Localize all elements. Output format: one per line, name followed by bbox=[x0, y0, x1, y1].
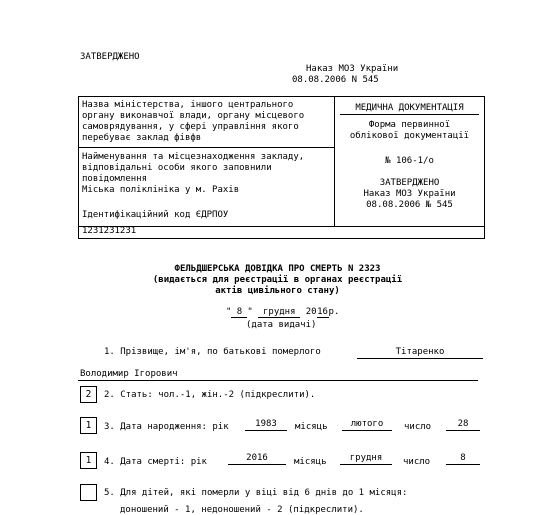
header-bottom-divider bbox=[78, 226, 485, 227]
field-1-value-cont: Володимир Ігорович bbox=[80, 369, 178, 379]
field-3-month-underline bbox=[342, 430, 392, 431]
doc-title: ФЕЛЬДШЕРСЬКА ДОВІДКА ПРО СМЕРТЬ N 2323 bbox=[174, 264, 381, 274]
date-month: грудня bbox=[258, 307, 300, 318]
doc-subtitle-1: (видається для реєстрації в органах реєстрації bbox=[152, 275, 403, 285]
field-4-label: 4. Дата смерті: рік bbox=[104, 457, 207, 467]
institution-block bbox=[82, 152, 304, 196]
date-caption: (дата видачі) bbox=[246, 320, 317, 330]
form-line-1: Форма первинної bbox=[368, 120, 451, 130]
field-5-line-1: 5. Для дітей, які померли у віці від 6 днів до 1 місяця: bbox=[104, 488, 408, 498]
edrpou-label: Ідентифікаційний код ЄДРПОУ bbox=[82, 210, 229, 220]
form-number: № 106-1/о bbox=[385, 156, 434, 166]
field-3-label: 3. Дата народження: рік bbox=[104, 422, 229, 432]
field-3-year: 1983 bbox=[255, 419, 277, 429]
field-2-label: 2. Стать: чол.-1, жін.-2 (підкреслити). bbox=[104, 390, 316, 400]
issue-date bbox=[226, 307, 339, 318]
approved-label: ЗАТВЕРДЖЕНО bbox=[80, 52, 140, 62]
field-4-month-underline bbox=[340, 464, 392, 465]
date-quote-open: " bbox=[226, 307, 232, 317]
field-3-day: 28 bbox=[457, 419, 469, 429]
header-left-divider bbox=[78, 147, 334, 148]
field-4-day: 8 bbox=[460, 453, 466, 463]
edrpou-value: 1231231231 bbox=[82, 226, 137, 236]
field-4-day-underline bbox=[446, 464, 480, 465]
right-order-1: Наказ МОЗ України bbox=[363, 189, 456, 199]
field-4-day-label: число bbox=[403, 457, 431, 467]
field-4-year-underline bbox=[228, 464, 286, 465]
institution-line: повідомлення bbox=[82, 174, 148, 184]
right-approval bbox=[334, 178, 485, 211]
doc-subtitle-2: актів цивільного стану) bbox=[215, 286, 340, 296]
date-day: 8 bbox=[231, 307, 247, 318]
field-3-month-label: місяць bbox=[295, 422, 328, 432]
field-3-day-label: число bbox=[404, 422, 432, 432]
field-4-year: 2016 bbox=[246, 453, 268, 463]
field-5-line-2: доношений - 1, недоношений - 2 (підкреслити). bbox=[120, 505, 364, 515]
field-3-code-box[interactable]: 1 bbox=[80, 417, 97, 434]
field-4-month-label: місяць bbox=[294, 457, 327, 467]
date-year-suffix: 16 bbox=[317, 307, 328, 317]
field-1-value: Тітаренко bbox=[395, 347, 445, 357]
field-3-day-underline bbox=[446, 430, 480, 431]
right-order-2: 08.08.2006 № 545 bbox=[366, 200, 453, 210]
institution-value: Міська поліклініка у м. Рахів bbox=[82, 185, 240, 195]
date-year-end: р. bbox=[328, 307, 340, 317]
ministry-line: органу виконавчої влади, органу місцевого bbox=[82, 111, 305, 121]
institution-line: Найменування та місцезнаходження закладу, bbox=[82, 152, 305, 162]
field-3-month: лютого bbox=[350, 419, 384, 429]
right-approved: ЗАТВЕРДЖЕНО bbox=[379, 178, 440, 188]
date-year-prefix: 20 bbox=[305, 307, 317, 317]
field-5-code-box[interactable] bbox=[80, 484, 97, 501]
field-1-cont-underline bbox=[78, 380, 478, 381]
med-doc-title: МЕДИЧНА ДОКУМЕНТАЦІЯ bbox=[355, 103, 464, 113]
order-line-2: 08.08.2006 N 545 bbox=[292, 75, 379, 85]
field-2-code-box[interactable]: 2 bbox=[80, 386, 97, 403]
form-line-2: облікової документації bbox=[349, 131, 470, 141]
institution-line: відповідальні особи якого заповнили bbox=[82, 163, 272, 173]
field-4-month: грудня bbox=[349, 453, 383, 463]
form-description bbox=[334, 120, 485, 142]
ministry-line: Назва міністерства, іншого центрального bbox=[82, 100, 294, 110]
order-line-1: Наказ МОЗ України bbox=[306, 64, 399, 74]
field-4-code-box[interactable]: 1 bbox=[80, 452, 97, 469]
date-quote-close: " bbox=[247, 307, 253, 317]
field-3-year-underline bbox=[245, 430, 287, 431]
ministry-block bbox=[82, 100, 304, 144]
ministry-line: самоврядування, у сфері управління якого bbox=[82, 122, 299, 132]
field-1-underline bbox=[357, 358, 483, 359]
field-1-label: 1. Прізвище, ім'я, по батькові померлого bbox=[104, 347, 321, 357]
ministry-line: перебуває заклад фівфв bbox=[82, 133, 202, 143]
med-doc-underline bbox=[340, 114, 479, 115]
